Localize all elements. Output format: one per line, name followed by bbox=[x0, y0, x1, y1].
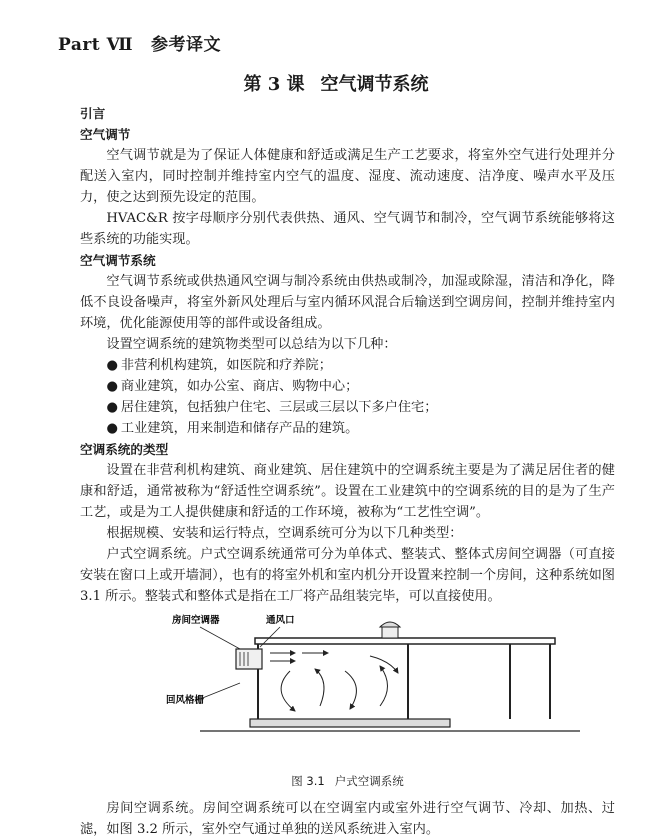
body-text bbox=[80, 103, 615, 840]
types-paragraph-2: 根据规模、安装和运行特点，空调系统可分为以下几种类型： bbox=[106, 526, 463, 541]
intro-heading: 引言 bbox=[80, 106, 106, 121]
roof bbox=[255, 638, 555, 644]
figure-caption bbox=[80, 771, 615, 792]
ac-heading: 空气调节 bbox=[80, 127, 131, 142]
lesson-title bbox=[0, 70, 672, 96]
bullet-icon: ● bbox=[106, 358, 118, 373]
list-item: ● 居住建筑，包括独户住宅、三层或三层以下多户住宅； bbox=[106, 397, 615, 418]
label-room-unit: 房间空调器 bbox=[172, 615, 220, 626]
figure-residential-ac bbox=[80, 611, 615, 771]
types-paragraph-1: 设置在非营利机构建筑、商业建筑、居住建筑中的空调系统主要是为了满足居住者的健康和舒适，通常被称为“舒适性空调系统”。设置在工业建筑中的空调系统的目的是为了生产工艺，或是为工人提供健康和舒适的工作环境，被称为“工艺性空调”。 bbox=[80, 463, 615, 520]
building-types-list bbox=[80, 355, 615, 439]
figure-number: 图 3.1 bbox=[291, 774, 325, 788]
lesson-name: 空气调节系统 bbox=[320, 74, 429, 95]
types-paragraph-3: 户式空调系统。户式空调系统通常可分为单体式、整装式、整体式房间空调器（可直接安装在窗口上或开墙洞），也有的将室外机和室内机分开设置来控制一个房间，这种系统如图 3.1 所示。整装式和整体式是指在工厂将产品组装完毕，可以直接使用。 bbox=[80, 547, 615, 604]
list-item: ● 商业建筑，如办公室、商店、购物中心； bbox=[106, 376, 615, 397]
list-item: ● 非营利机构建筑，如医院和疗养院； bbox=[106, 355, 615, 376]
label-vent: 通风口 bbox=[266, 615, 295, 626]
figure-title: 户式空调系统 bbox=[334, 774, 404, 788]
label-return-grille: 回风格栅 bbox=[166, 695, 205, 706]
types-paragraph-4: 房间空调系统。房间空调系统可以在空调室内或室外进行空气调节、冷却、加热、过滤，如图 3.2 所示，室外空气通过单独的送风系统进入室内。 bbox=[80, 801, 615, 837]
residential-ac-diagram bbox=[80, 611, 615, 771]
lesson-number: 第 3 课 bbox=[243, 74, 305, 95]
leader-line bbox=[200, 627, 240, 649]
part-header bbox=[58, 30, 221, 55]
roof-ventilator-icon bbox=[382, 627, 398, 638]
system-heading: 空气调节系统 bbox=[80, 253, 156, 268]
bullet-icon: ● bbox=[106, 400, 118, 415]
part-title: 参考译文 bbox=[151, 35, 221, 55]
ac-paragraph-2: HVAC&R 按字母顺序分别代表供热、通风、空气调节和制冷，空气调节系统能够将这些系统的功能实现。 bbox=[80, 211, 615, 247]
bullet-icon: ● bbox=[106, 421, 118, 436]
system-paragraph-1: 空气调节系统或供热通风空调与制冷系统由供热或制冷，加湿或除湿，清洁和净化，降低不良设备噪声，将室外新风处理后与室内循环风混合后输送到空调房间，控制并维持室内环境，优化能源使用等的部件或设备组成。 bbox=[80, 274, 615, 331]
floor-slab bbox=[250, 719, 450, 727]
leader-line bbox=[200, 683, 240, 699]
system-paragraph-2: 设置空调系统的建筑物类型可以总结为以下几种： bbox=[106, 337, 397, 352]
list-item: ● 工业建筑，用来制造和储存产品的建筑。 bbox=[106, 418, 615, 439]
types-heading: 空调系统的类型 bbox=[80, 442, 169, 457]
ac-paragraph-1: 空气调节就是为了保证人体健康和舒适或满足生产工艺要求，将室外空气进行处理并分配送入室内，同时控制并维持室内空气的温度、湿度、流动速度、洁净度、噪声水平及压力，使之达到预先设定的范围。 bbox=[80, 148, 615, 205]
part-number: Part Ⅶ bbox=[58, 35, 133, 55]
bullet-icon: ● bbox=[106, 379, 118, 394]
